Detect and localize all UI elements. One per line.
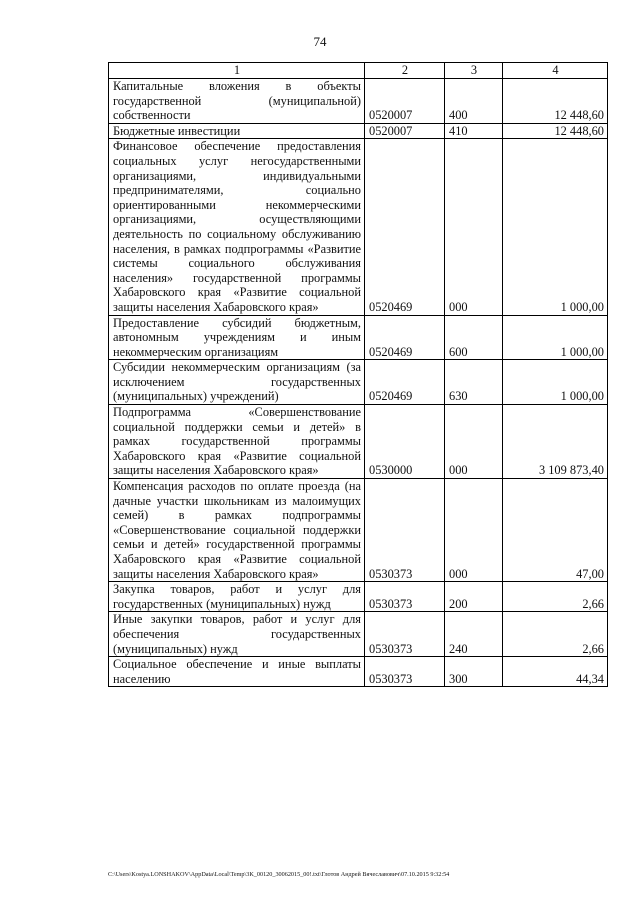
row-amount: 1 000,00 (503, 139, 608, 315)
row-name: Закупка товаров, работ и услуг для государственных (муниципальных) нужд (109, 582, 365, 612)
row-type: 000 (445, 405, 503, 479)
row-type: 240 (445, 612, 503, 657)
table-row (109, 657, 608, 687)
row-code: 0520469 (365, 139, 445, 315)
row-name: Капитальные вложения в объекты государственной (муниципальной) собственности (109, 79, 365, 124)
row-amount: 2,66 (503, 612, 608, 657)
row-name: Субсидии некоммерческим организациям (за исключением государственных (муниципальных) учреждений) (109, 360, 365, 405)
row-name: Финансовое обеспечение предоставления социальных услуг негосударственными организациями, индивидуальными предпринимателями, социально ориентированными некоммерческими организациями, осуществляющими деятельность по социальному обслуживанию населения, в рамках подпрограммы «Развитие системы социального обслуживания населения» государственной программы Хабаровского края «Развитие социальной защиты населения Хабаровского края» (109, 139, 365, 315)
row-type: 300 (445, 657, 503, 687)
row-amount: 12 448,60 (503, 79, 608, 124)
table-row (109, 123, 608, 139)
header-col-3: 3 (445, 63, 503, 79)
table-row (109, 405, 608, 479)
table-row (109, 315, 608, 360)
row-type: 600 (445, 315, 503, 360)
row-name: Предоставление субсидий бюджетным, автономным учреждениям и иным некоммерческим организациям (109, 315, 365, 360)
row-type: 000 (445, 139, 503, 315)
table-row (109, 360, 608, 405)
table-row (109, 479, 608, 582)
row-name: Компенсация расходов по оплате проезда (на дачные участки школьникам из малоимущих семей) в рамках подпрограммы «Совершенствование социальной поддержки семьи и детей» государственной программы Хабаровского края «Развитие социальной защиты населения Хабаровского края» (109, 479, 365, 582)
row-type: 400 (445, 79, 503, 124)
row-name: Подпрограмма «Совершенствование социальной поддержки семьи и детей» в рамках государственной программы Хабаровского края «Развитие социальной защиты населения Хабаровского края» (109, 405, 365, 479)
row-code: 0530373 (365, 657, 445, 687)
row-name: Бюджетные инвестиции (109, 123, 365, 139)
row-code: 0530373 (365, 612, 445, 657)
row-amount: 12 448,60 (503, 123, 608, 139)
header-col-4: 4 (503, 63, 608, 79)
row-code: 0520007 (365, 79, 445, 124)
row-amount: 3 109 873,40 (503, 405, 608, 479)
row-amount: 1 000,00 (503, 360, 608, 405)
row-amount: 44,34 (503, 657, 608, 687)
row-amount: 1 000,00 (503, 315, 608, 360)
row-code: 0520469 (365, 360, 445, 405)
row-amount: 2,66 (503, 582, 608, 612)
row-type: 200 (445, 582, 503, 612)
table-row (109, 612, 608, 657)
table-row (109, 79, 608, 124)
table-row (109, 139, 608, 315)
row-type: 410 (445, 123, 503, 139)
table-header (109, 63, 608, 79)
row-code: 0530373 (365, 582, 445, 612)
header-col-1: 1 (109, 63, 365, 79)
row-name: Социальное обеспечение и иные выплаты населению (109, 657, 365, 687)
row-amount: 47,00 (503, 479, 608, 582)
budget-table (108, 62, 608, 687)
row-type: 630 (445, 360, 503, 405)
table-row (109, 582, 608, 612)
row-code: 0520007 (365, 123, 445, 139)
footer-file-path: C:\Users\Kostya.LONSHAKOV\AppData\Local\Temp\3K_00120_30062015_00!.txt\Глотов Андрей Вячеславович\07.10.2015 9:32:54 (108, 871, 450, 878)
row-code: 0530000 (365, 405, 445, 479)
header-col-2: 2 (365, 63, 445, 79)
row-type: 000 (445, 479, 503, 582)
row-name: Иные закупки товаров, работ и услуг для обеспечения государственных (муниципальных) нужд (109, 612, 365, 657)
page-number: 74 (313, 34, 327, 49)
row-code: 0520469 (365, 315, 445, 360)
row-code: 0530373 (365, 479, 445, 582)
